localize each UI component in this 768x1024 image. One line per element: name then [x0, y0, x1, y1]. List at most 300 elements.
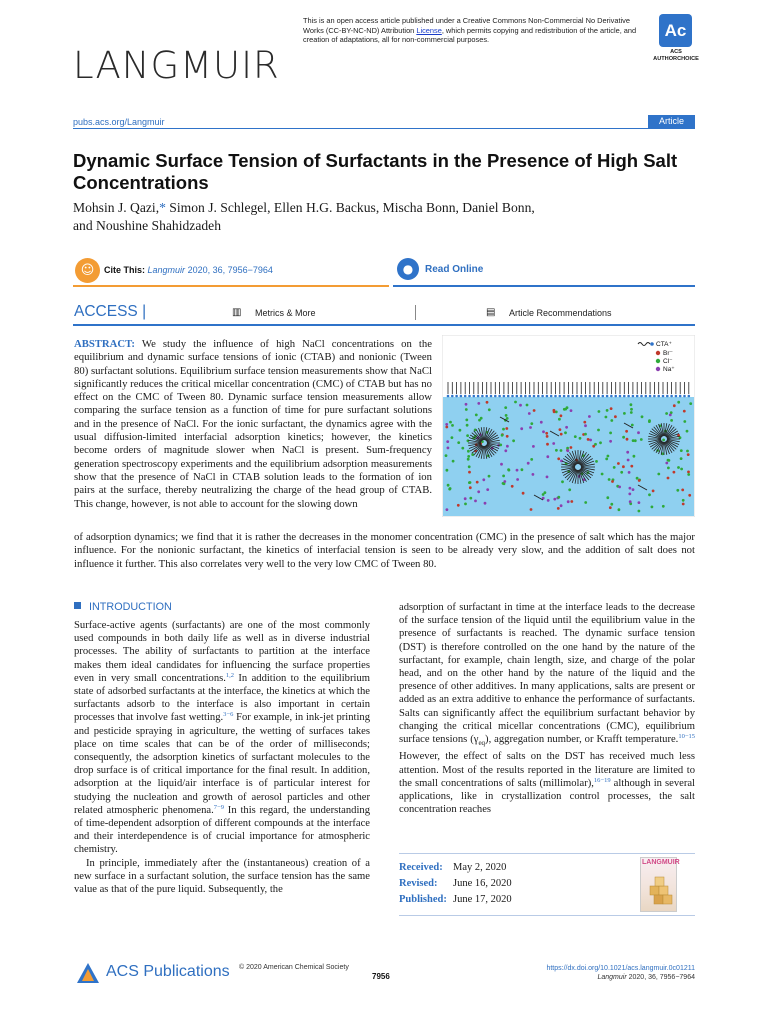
access-label: ACCESS |	[74, 303, 147, 320]
surfactant-head	[554, 395, 557, 398]
ion-particle	[611, 480, 614, 483]
ion-particle	[558, 418, 561, 421]
ion-particle	[451, 436, 454, 439]
legend-br-marker	[656, 351, 660, 355]
revised-date: Revised: June 16, 2020	[399, 878, 512, 889]
ion-particle	[484, 502, 487, 505]
ion-particle	[636, 477, 639, 480]
ion-particle	[482, 478, 485, 481]
surfactant-head	[451, 395, 454, 398]
surfactant-head	[498, 395, 501, 398]
ion-particle	[561, 480, 564, 483]
surfactant-head	[653, 395, 656, 398]
ion-particle	[595, 460, 598, 463]
ion-particle	[628, 493, 631, 496]
ion-particle	[597, 429, 600, 432]
ion-particle	[630, 465, 633, 468]
surfactant-head	[541, 395, 544, 398]
ion-particle	[500, 463, 503, 466]
surfactant-head	[627, 395, 630, 398]
section-bullet-icon	[74, 602, 81, 609]
ion-particle	[557, 457, 560, 460]
ion-particle	[506, 445, 509, 448]
ion-particle	[466, 424, 469, 427]
ion-particle	[457, 441, 460, 444]
ion-particle	[468, 465, 471, 468]
journal-url-link[interactable]: pubs.acs.org/Langmuir	[73, 117, 165, 127]
ion-particle	[468, 471, 471, 474]
ion-particle	[601, 473, 604, 476]
ion-particle	[560, 504, 563, 507]
footer-doi	[478, 964, 695, 982]
ion-particle	[557, 507, 560, 510]
ion-particle	[682, 503, 685, 506]
copyright: © 2020 American Chemical Society	[239, 964, 349, 971]
author-list	[73, 199, 633, 235]
intro-paragraph-2: In principle, immediately after the (instantaneous) creation of a new surface in a surfactant solution, the surface tension has the same value as that of the pure liquid. Subsequently, the	[74, 857, 370, 896]
ion-particle	[547, 499, 550, 502]
surfactant-head	[645, 395, 648, 398]
ion-particle	[670, 419, 673, 422]
ion-particle	[546, 455, 549, 458]
surfactant-head	[597, 395, 600, 398]
ion-particle	[638, 510, 641, 513]
surfactant-head	[649, 395, 652, 398]
toc-graphic	[442, 335, 695, 517]
ion-particle	[530, 508, 533, 511]
ion-particle	[633, 455, 636, 458]
ion-particle	[486, 401, 489, 404]
ion-particle	[688, 494, 691, 497]
surfactant-head	[477, 395, 480, 398]
ion-particle	[546, 443, 549, 446]
ion-particle	[609, 506, 612, 509]
surfactant-head	[593, 395, 596, 398]
ion-particle	[527, 462, 530, 465]
ion-particle	[606, 409, 609, 412]
access-separator: |	[142, 303, 147, 320]
ion-particle	[469, 481, 472, 484]
ion-particle	[467, 450, 470, 453]
surfactant-head	[550, 395, 553, 398]
ion-particle	[545, 432, 548, 435]
ion-particle	[532, 473, 535, 476]
license-text-post: , which permits copying and redistribution of the article, and creation of adaptations, all for non-commercial purposes.	[303, 25, 637, 45]
surfactant-head	[468, 395, 471, 398]
globe-icon[interactable]: ●	[397, 258, 419, 280]
ion-particle	[514, 401, 517, 404]
ion-particle	[625, 430, 628, 433]
ion-particle	[609, 440, 612, 443]
surfactant-head	[528, 395, 531, 398]
ion-particle	[477, 490, 480, 493]
ion-particle	[465, 419, 468, 422]
ion-particle	[570, 500, 573, 503]
ion-particle	[657, 473, 660, 476]
ion-particle	[618, 486, 621, 489]
surfactant-head	[473, 395, 476, 398]
legend-cta-head	[650, 342, 654, 346]
ion-particle	[474, 500, 477, 503]
surfactant-head	[666, 395, 669, 398]
ion-particle	[677, 401, 680, 404]
surfactant-head	[520, 395, 523, 398]
ion-particle	[610, 407, 613, 410]
surfactant-head	[490, 395, 493, 398]
surfactant-head	[657, 395, 660, 398]
legend-na-marker	[656, 367, 660, 371]
ion-particle	[565, 426, 568, 429]
ion-particle	[641, 415, 644, 418]
surfactant-head	[571, 395, 574, 398]
author-line-2[interactable]: and Noushine Shahidzadeh	[73, 218, 221, 233]
ion-particle	[652, 490, 655, 493]
author-rest[interactable]: Simon J. Schlegel, Ellen H.G. Backus, Mischa Bonn, Daniel Bonn,	[165, 200, 535, 215]
ion-particle	[686, 430, 689, 433]
dates-divider-bottom	[399, 915, 695, 916]
ion-particle	[557, 496, 560, 499]
surfactant-head	[464, 395, 467, 398]
ion-particle	[665, 462, 668, 465]
ion-particle	[609, 432, 612, 435]
ion-particle	[486, 488, 489, 491]
ion-particle	[553, 409, 556, 412]
ion-particle	[638, 501, 641, 504]
ion-particle	[606, 496, 609, 499]
ion-particle	[613, 466, 616, 469]
ion-particle	[544, 491, 547, 494]
ion-particle	[683, 410, 686, 413]
ion-particle	[632, 488, 635, 491]
cover-journal-title: LANGMUIR	[642, 859, 680, 866]
ion-particle	[508, 469, 511, 472]
ion-particle	[683, 420, 686, 423]
ion-particle	[673, 404, 676, 407]
ion-particle	[584, 424, 587, 427]
surfactant-head	[675, 395, 678, 398]
legend-cl-marker	[656, 359, 660, 363]
ion-particle	[662, 439, 665, 442]
ion-particle	[630, 411, 633, 414]
authorchoice-label: AUTHORCHOICE	[653, 55, 699, 62]
published-date: Published: June 17, 2020	[399, 894, 512, 905]
ion-particle	[667, 477, 670, 480]
ion-particle	[471, 453, 474, 456]
surfactant-head	[563, 395, 566, 398]
ion-particle	[512, 439, 515, 442]
ion-particle	[465, 408, 468, 411]
license-text-pre: This is an open access article published under a Creative Commons Non-Commercial No Derivative Works (CC-BY-NC-ND) Attribution	[303, 16, 630, 35]
license-notice	[303, 16, 648, 45]
cite-journal: Langmuir	[147, 265, 186, 275]
surfactant-head	[602, 395, 605, 398]
abstract-paragraph-continued: of adsorption dynamics; we find that it is rather the decreases in the monomer concentration (CMC) in the presence of salt which has the major influence. For the nonionic surfactant, the kinetics of interfacial tension is seen to be already very slow, and the addition of salt does not influence it further. This also correlates very well to the very low CMC of Tween 80.	[74, 531, 695, 570]
recommendations-link[interactable]: Article Recommendations	[509, 308, 612, 318]
surfactant-head	[683, 395, 686, 398]
surfactant-head	[670, 395, 673, 398]
bar-chart-icon[interactable]: ▥	[232, 307, 242, 318]
ion-particle	[447, 484, 450, 487]
cite-this[interactable]	[104, 265, 273, 275]
intro-paragraph-1: Surface-active agents (surfactants) are one of the most commonly used compounds in both daily life as well as in diverse industrial processes. The ability of surfactants to partition at the interface makes them ideal candidates for influencing the surface properties even in very small concentrations.$^{1,2}$ In addition to the equilibrium state of adsorbed surfactants at the interface, the kinetics at which the surfactants adsorb to the interface is also important in certain processes that involve fast wetting.$^{3-6}$ For example, in ink-jet printing and pesticide spraying in agriculture, the wetting of surfaces takes place on time scales that can be of the order of milliseconds; consequently, the adsorption kinetics of surfactant molecules to the drop surface is of critical importance for the final result. In addition, adsorption at the liquid/air interface is of particular interest for studying the nucleation and growth of aerosol particles and other related atmospheric phenomena.$^{7-9}$ In this regard, the understanding of time-dependent adsorption of different compounds at the interface and their interdependence is of crucial importance for atmospheric chemistry.	[74, 620, 370, 856]
ion-particle	[583, 421, 586, 424]
ion-particle	[469, 486, 472, 489]
ion-particle	[599, 441, 602, 444]
ion-particle	[680, 468, 683, 471]
ion-particle	[638, 479, 641, 482]
surfactant-head	[460, 395, 463, 398]
ion-particle	[467, 458, 470, 461]
ion-particle	[630, 403, 633, 406]
page-number: 7956	[372, 972, 390, 981]
ion-particle	[506, 417, 509, 420]
ion-particle	[530, 422, 533, 425]
ion-particle	[564, 431, 567, 434]
ion-particle	[687, 471, 690, 474]
ion-particle	[461, 447, 464, 450]
ion-particle	[451, 424, 454, 427]
access-divider-line	[73, 324, 695, 326]
ion-particle	[686, 450, 689, 453]
acs-publications-logo[interactable]: ACS Publications	[106, 963, 230, 980]
section-heading-introduction: INTRODUCTION	[74, 601, 172, 613]
ion-particle	[574, 435, 577, 438]
surfactant-head	[516, 395, 519, 398]
metrics-link[interactable]: Metrics & More	[255, 308, 316, 318]
surfactant-head	[619, 395, 622, 398]
ion-particle	[546, 476, 549, 479]
acs-label: ACS	[670, 49, 682, 55]
ion-particle	[667, 467, 670, 470]
body-column-left	[74, 619, 370, 896]
ion-particle	[529, 426, 532, 429]
ion-particle	[559, 428, 562, 431]
ion-particle	[631, 424, 634, 427]
acs-authorchoice-logo: Ac	[659, 14, 692, 47]
surfactant-head	[507, 395, 510, 398]
ion-particle	[446, 508, 449, 511]
ion-particle	[627, 459, 630, 462]
ion-particle	[464, 503, 467, 506]
ion-particle	[476, 481, 479, 484]
ion-particle	[630, 408, 633, 411]
citation-ref[interactable]: 1,2	[225, 671, 235, 679]
ion-particle	[594, 443, 597, 446]
ion-particle	[676, 489, 679, 492]
ion-particle	[598, 410, 601, 413]
article-type-badge: Article	[648, 115, 695, 128]
surfactant-head	[537, 395, 540, 398]
ion-particle	[560, 449, 563, 452]
ion-particle	[504, 406, 507, 409]
ion-particle	[502, 428, 505, 431]
ion-particle	[552, 442, 555, 445]
ion-particle	[553, 498, 556, 501]
ion-particle	[506, 435, 509, 438]
ion-particle	[566, 447, 569, 450]
ion-particle	[464, 497, 467, 500]
doi-link[interactable]: https://dx.doi.org/10.1021/acs.langmuir.0c01211	[546, 965, 695, 972]
ion-particle	[677, 466, 680, 469]
ion-particle	[516, 469, 519, 472]
surfactant-head	[584, 395, 587, 398]
ion-particle	[567, 500, 570, 503]
acs-publications-logo-icon[interactable]	[75, 961, 101, 985]
ion-particle	[614, 415, 617, 418]
ion-particle	[530, 458, 533, 461]
surfactant-head	[567, 395, 570, 398]
ion-particle	[651, 506, 654, 509]
ion-particle	[584, 433, 587, 436]
surfactant-head	[580, 395, 583, 398]
ion-particle	[629, 487, 632, 490]
legend-na-label: Na⁺	[663, 366, 675, 373]
ion-particle	[526, 404, 529, 407]
cite-label: Cite This:	[104, 265, 146, 275]
ion-particle	[610, 503, 613, 506]
ion-particle	[605, 416, 608, 419]
body-column-right	[399, 601, 695, 816]
surfactant-head	[503, 395, 506, 398]
ion-particle	[632, 439, 635, 442]
ion-particle	[532, 445, 535, 448]
surfactant-head	[662, 395, 665, 398]
recommendations-icon[interactable]: ▤	[486, 307, 496, 318]
surfactant-head	[533, 395, 536, 398]
ion-particle	[466, 434, 469, 437]
citation-ref[interactable]: 7−9	[213, 803, 224, 811]
ion-particle	[682, 499, 685, 502]
access-divider	[415, 305, 416, 320]
ion-particle	[477, 402, 480, 405]
ion-particle	[622, 465, 625, 468]
header-divider	[73, 128, 695, 129]
citation-ref[interactable]: 10−15	[678, 733, 696, 741]
ion-particle	[447, 447, 450, 450]
surfactant-head	[455, 395, 458, 398]
ion-particle	[618, 508, 621, 511]
ion-particle	[445, 423, 448, 426]
ion-particle	[505, 427, 508, 430]
intro-paragraph-2-continued: adsorption of surfactant in time at the interface leads to the decrease of the surface tension of the liquid until the equilibrium value in the presence of surfactants is reached. The dynamic surface tension (DST) is therefore controlled on the one hand by the nature of the surfactant, for example, chain length, size, and charge of the polar head, and on the other hand by the nature of the liquid and the presence of other additives. In many applications, salts are present or added as an extra additive to enhance the performance of surfactants. Salts can significantly affect the equilibrium surfactant behavior by changing the critical micellar concentrations (CMC), equilibrium surface tensions $(\gamma_{eq})$, aggregation number, or Krafft temperature.$^{10-15}$ However, the effect of salts on the DST has received much less attention. Most of the results reported in the literature are limited to the small concentrations of salts (millimolar),$^{16-19}$ although in several applications, like in crystallization control processes, the salt concentration reaches	[399, 602, 696, 816]
ion-particle	[617, 462, 620, 465]
ion-particle	[502, 475, 505, 478]
ion-particle	[503, 480, 506, 483]
ion-particle	[488, 408, 491, 411]
ion-particle	[669, 414, 672, 417]
ion-particle	[587, 438, 590, 441]
surfactant-head	[447, 395, 450, 398]
dates-divider-top	[399, 853, 695, 854]
ion-particle	[570, 409, 573, 412]
ion-particle	[467, 455, 470, 458]
ion-particle	[560, 414, 563, 417]
legend-cta-label: CTA⁺	[656, 341, 672, 348]
legend-cl-label: Cl⁻	[663, 358, 673, 365]
ion-particle	[673, 471, 676, 474]
surfactant-head	[636, 395, 639, 398]
surfactant-head	[589, 395, 592, 398]
cover-art	[641, 858, 678, 913]
surfactant-head	[614, 395, 617, 398]
ion-particle	[579, 437, 582, 440]
cite-reference: 2020, 36, 7956−7964	[187, 265, 273, 275]
citation-ref[interactable]: 16−19	[593, 776, 611, 784]
read-online-link[interactable]: Read Online	[425, 264, 484, 275]
ion-particle	[665, 412, 668, 415]
ion-particle	[505, 414, 508, 417]
ion-particle	[568, 488, 571, 491]
ion-particle	[680, 457, 683, 460]
surfactant-head	[679, 395, 682, 398]
ion-particle	[648, 493, 651, 496]
ion-particle	[681, 489, 684, 492]
ion-particle	[528, 412, 531, 415]
ion-particle	[640, 438, 643, 441]
ion-particle	[687, 453, 690, 456]
ion-particle	[540, 421, 543, 424]
surfactant-head	[640, 395, 643, 398]
journal-title: LANGMUIR	[73, 44, 280, 87]
ion-particle	[520, 427, 523, 430]
water-region	[443, 397, 694, 516]
abstract-paragraph	[74, 338, 432, 511]
ion-particle	[448, 488, 451, 491]
ion-particle	[680, 449, 683, 452]
ion-particle	[637, 431, 640, 434]
ion-particle	[516, 478, 519, 481]
author-first[interactable]: Mohsin J. Qazi,	[73, 200, 160, 215]
ion-particle	[628, 471, 631, 474]
ion-particle	[648, 420, 651, 423]
ion-particle	[555, 449, 558, 452]
ion-particle	[563, 408, 566, 411]
legend-br-label: Br⁻	[663, 350, 673, 357]
ion-particle	[446, 469, 449, 472]
license-link[interactable]: License	[416, 25, 442, 35]
ion-particle	[501, 434, 504, 437]
surfactant-head	[610, 395, 613, 398]
citation-ref[interactable]: 3−6	[223, 711, 234, 719]
ion-particle	[475, 414, 478, 417]
article-title: Dynamic Surface Tension of Surfactants in the Presence of High Salt Concentrations	[73, 150, 678, 193]
ion-particle	[504, 449, 507, 452]
ion-particle	[488, 475, 491, 478]
ion-particle	[623, 412, 626, 415]
ion-particle	[588, 415, 591, 418]
ion-particle	[607, 455, 610, 458]
corresponding-author-mark[interactable]: *	[159, 200, 166, 215]
footer-citation: Langmuir 2020, 36, 7956−7964	[597, 974, 695, 981]
ion-particle	[629, 500, 632, 503]
ion-particle	[445, 426, 448, 429]
ion-particle	[608, 478, 611, 481]
received-date: Received: May 2, 2020	[399, 862, 507, 873]
ion-particle	[465, 403, 468, 406]
ion-particle	[445, 454, 448, 457]
surfactant-head	[485, 395, 488, 398]
surfactant-head	[606, 395, 609, 398]
quote-icon[interactable]: ☺	[75, 258, 100, 283]
ion-particle	[452, 460, 455, 463]
ion-particle	[605, 458, 608, 461]
ion-particle	[610, 419, 613, 422]
ion-particle	[620, 471, 623, 474]
ion-particle	[689, 402, 692, 405]
gamma-subscript: eq	[478, 739, 486, 748]
ion-particle	[446, 440, 449, 443]
ion-particle	[687, 473, 690, 476]
